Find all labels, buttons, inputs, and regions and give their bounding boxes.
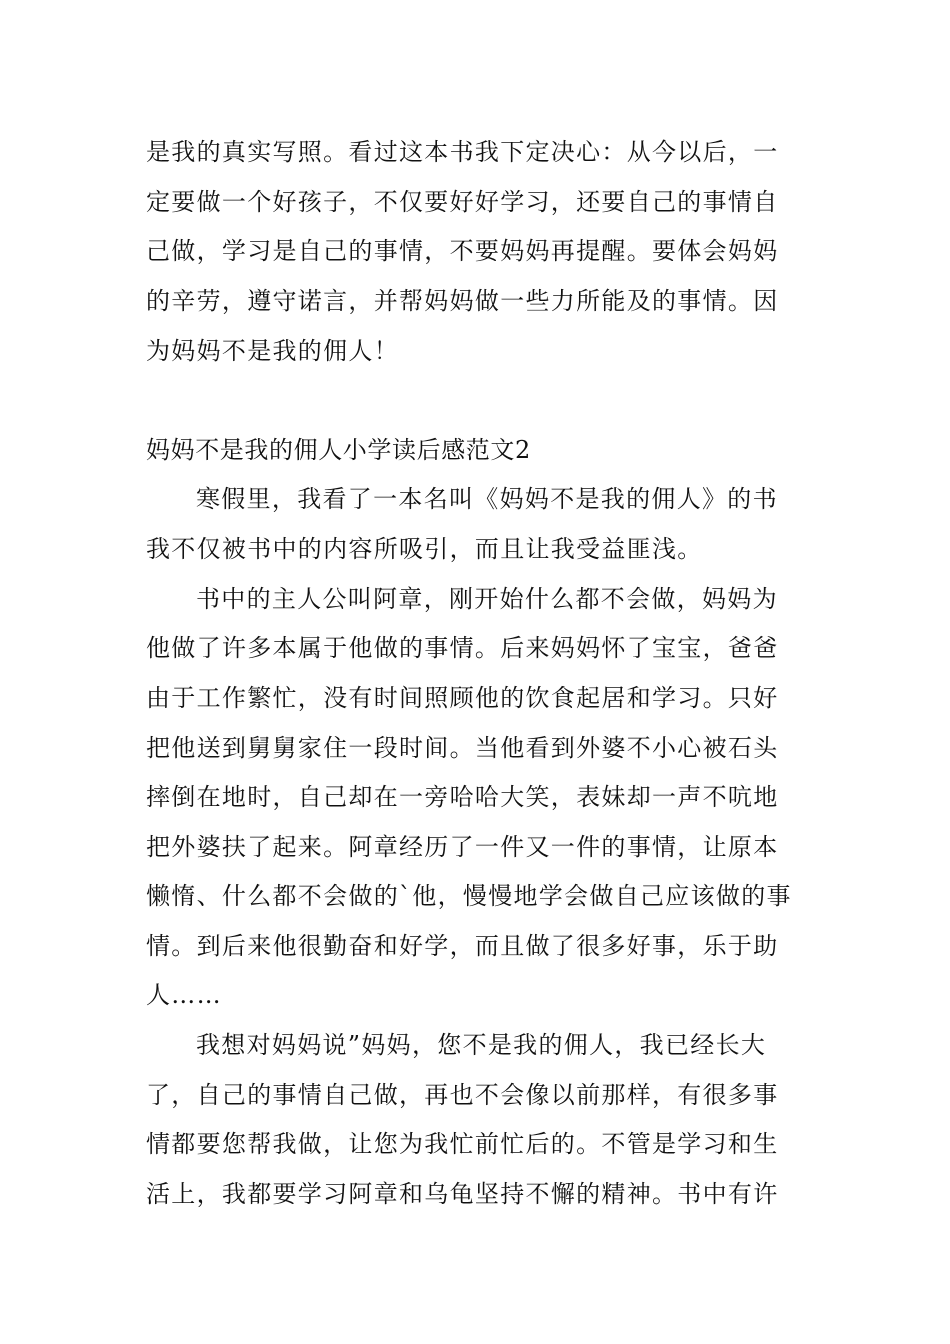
paragraph-line: 情都要您帮我做，让您为我忙前忙后的。不管是学习和生 (146, 1130, 779, 1158)
text-line: 己做，学习是自己的事情，不要妈妈再提醒。要体会妈妈 (146, 237, 779, 265)
text-line: 为妈妈不是我的佣人！ (146, 337, 399, 365)
paragraph-line: 了，自己的事情自己做，再也不会像以前那样，有很多事 (146, 1081, 779, 1109)
paragraph-line: 活上，我都要学习阿章和乌龟坚持不懈的精神。书中有许 (146, 1180, 779, 1208)
paragraph-line: 由于工作繁忙，没有时间照顾他的饮食起居和学习。只好 (146, 684, 779, 712)
paragraph-line: 把外婆扶了起来。阿章经历了一件又一件的事情，让原本 (146, 833, 779, 861)
paragraph-line: 懒惰、什么都不会做的`他，慢慢地学会做自己应该做的事 (146, 882, 792, 910)
paragraph-line: 把他送到舅舅家住一段时间。当他看到外婆不小心被石头 (146, 734, 779, 762)
text-line: 的辛劳，遵守诺言，并帮妈妈做一些力所能及的事情。因 (146, 287, 779, 315)
paragraph-line: 摔倒在地时，自己却在一旁哈哈大笑，表妹却一声不吭地 (146, 783, 779, 811)
paragraph-line: 他做了许多本属于他做的事情。后来妈妈怀了宝宝，爸爸 (146, 634, 779, 662)
text-line: 是我的真实写照。看过这本书我下定决心：从今以后，一 (146, 138, 779, 166)
paragraph-line: 我不仅被书中的内容所吸引，而且让我受益匪浅。 (146, 535, 703, 563)
paragraph-line: 书中的主人公叫阿章，刚开始什么都不会做，妈妈为 (196, 585, 778, 613)
section-heading: 妈妈不是我的佣人小学读后感范文2 (146, 436, 531, 464)
paragraph-line: 我想对妈妈说”妈妈，您不是我的佣人，我已经长大 (196, 1031, 767, 1059)
paragraph-line: 人…… (146, 981, 222, 1009)
paragraph-line: 寒假里，我看了一本名叫《妈妈不是我的佣人》的书 (196, 485, 778, 513)
paragraph-line: 情。到后来他很勤奋和好学，而且做了很多好事，乐于助 (146, 932, 779, 960)
text-line: 定要做一个好孩子，不仅要好好学习，还要自己的事情自 (146, 188, 779, 216)
